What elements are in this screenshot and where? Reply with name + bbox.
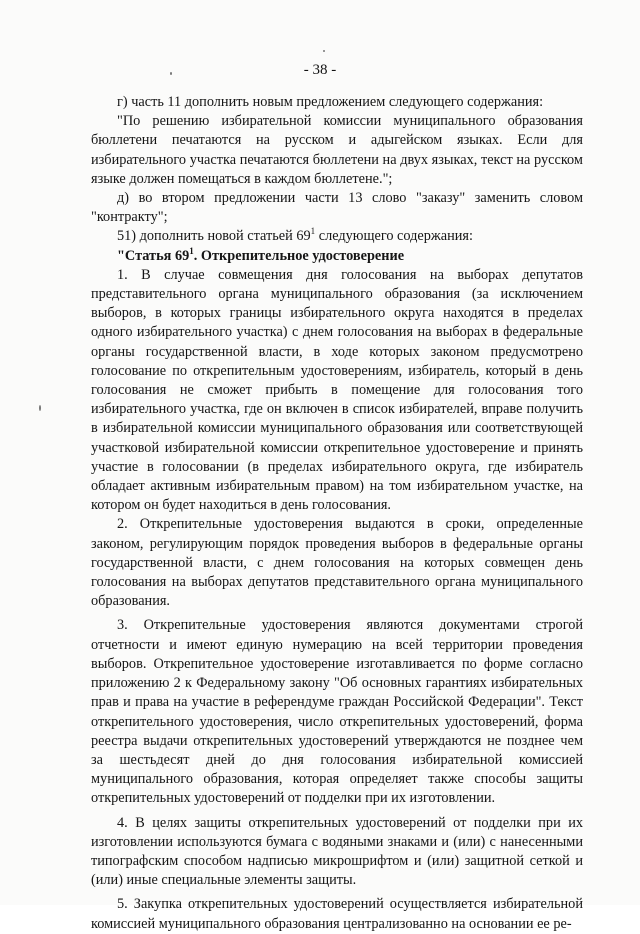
paragraph-d: д) во втором предложении части 13 слово "заказу" заменить словом "контракту"; <box>91 190 583 226</box>
scan-speck <box>323 50 325 52</box>
document-body <box>91 93 583 934</box>
paragraph-quote-bulletins: "По решению избирательной комиссии муниципального образования бюллетени печатаются на русском и адыгейском языках. Если для избирательного участка печатаются бюллетени на двух языках, текст на русском языке должен помещаться в каждом бюллетене."; <box>91 113 583 187</box>
article-title: . Открепительное удостоверение <box>193 247 405 264</box>
page-number: - 38 - <box>303 62 337 78</box>
scan-speck <box>39 405 41 411</box>
clause-5: 5. Закупка открепительных удостоверений осуществляется избирательной комиссией муниципального образования централизованно на основании ее ре- <box>91 896 583 932</box>
article-heading <box>91 247 583 266</box>
clause-3: 3. Открепительные удостоверения являются документами строгой отчетности и имеют единую нумерацию на всей территории проведения выборов. Открепительное удостоверение изготавливается по форме согласно приложению 2 к Федеральному закону "Об основных гарантиях избирательных прав и права на участие в референдуме граждан Российской Федерации". Текст открепительного удостоверения, число открепительных удостоверений, форма реестра выдачи открепительных удостоверений утверждаются не позднее чем за шестьдесят дней до дня голосования избирательной комиссией муниципального образования, которая определяет также способы защиты открепительных удостоверений от подделки при их изготовлении. <box>91 617 583 807</box>
paragraph-g: г) часть 11 дополнить новым предложением следующего содержания: <box>117 94 544 110</box>
clause-4: 4. В целях защиты открепительных удостоверений от подделки при их изготовлении используются бумага с водяными знаками и (или) с нанесенными типографским способом надписью микрошрифтом и (или) защитной сеткой и (или) иные специальные элементы защиты. <box>91 814 583 889</box>
paragraph-item-51 <box>91 227 583 246</box>
article-label: "Статья 69 <box>117 247 190 264</box>
article-superscript: 1 <box>189 245 194 256</box>
item51-text: 51) дополнить новой статьей 69 <box>117 228 311 245</box>
scan-speck <box>170 72 172 75</box>
clause-2: 2. Открепительные удостоверения выдаются в сроки, определенные законом, регулирующим порядок проведения выборов в федеральные органы государственной власти, с днем голосования на которых совмещен день голосования на выборах депутатов представительного органа муниципального образования. <box>91 516 583 610</box>
item51-superscript: 1 <box>310 226 316 237</box>
clause-1: 1. В случае совмещения дня голосования на выборах депутатов представительного органа муниципального образования (за исключением выборов, в которых границы избирательного округа находятся в пределах одного избирательного участка) с днем голосования на выборах в федеральные органы государственной власти, в ходе которых законом предусмотрено голосование по открепительным удостоверениям, избиратель, который в день голосования не сможет прибыть в помещение для голосования того избирательного участка, где он включен в список избирателей, вправе получить в избирательной комиссии муниципального образования или соответствующей участковой избирательной комиссии открепительное удостоверение и принять участие в голосовании (в пределах избирательного округа, где избиратель обладает активным избирательным правом) на том избирательном участке, на котором он будет находиться в день голосования. <box>91 266 583 514</box>
item51-tail: следующего содержания: <box>315 228 473 245</box>
